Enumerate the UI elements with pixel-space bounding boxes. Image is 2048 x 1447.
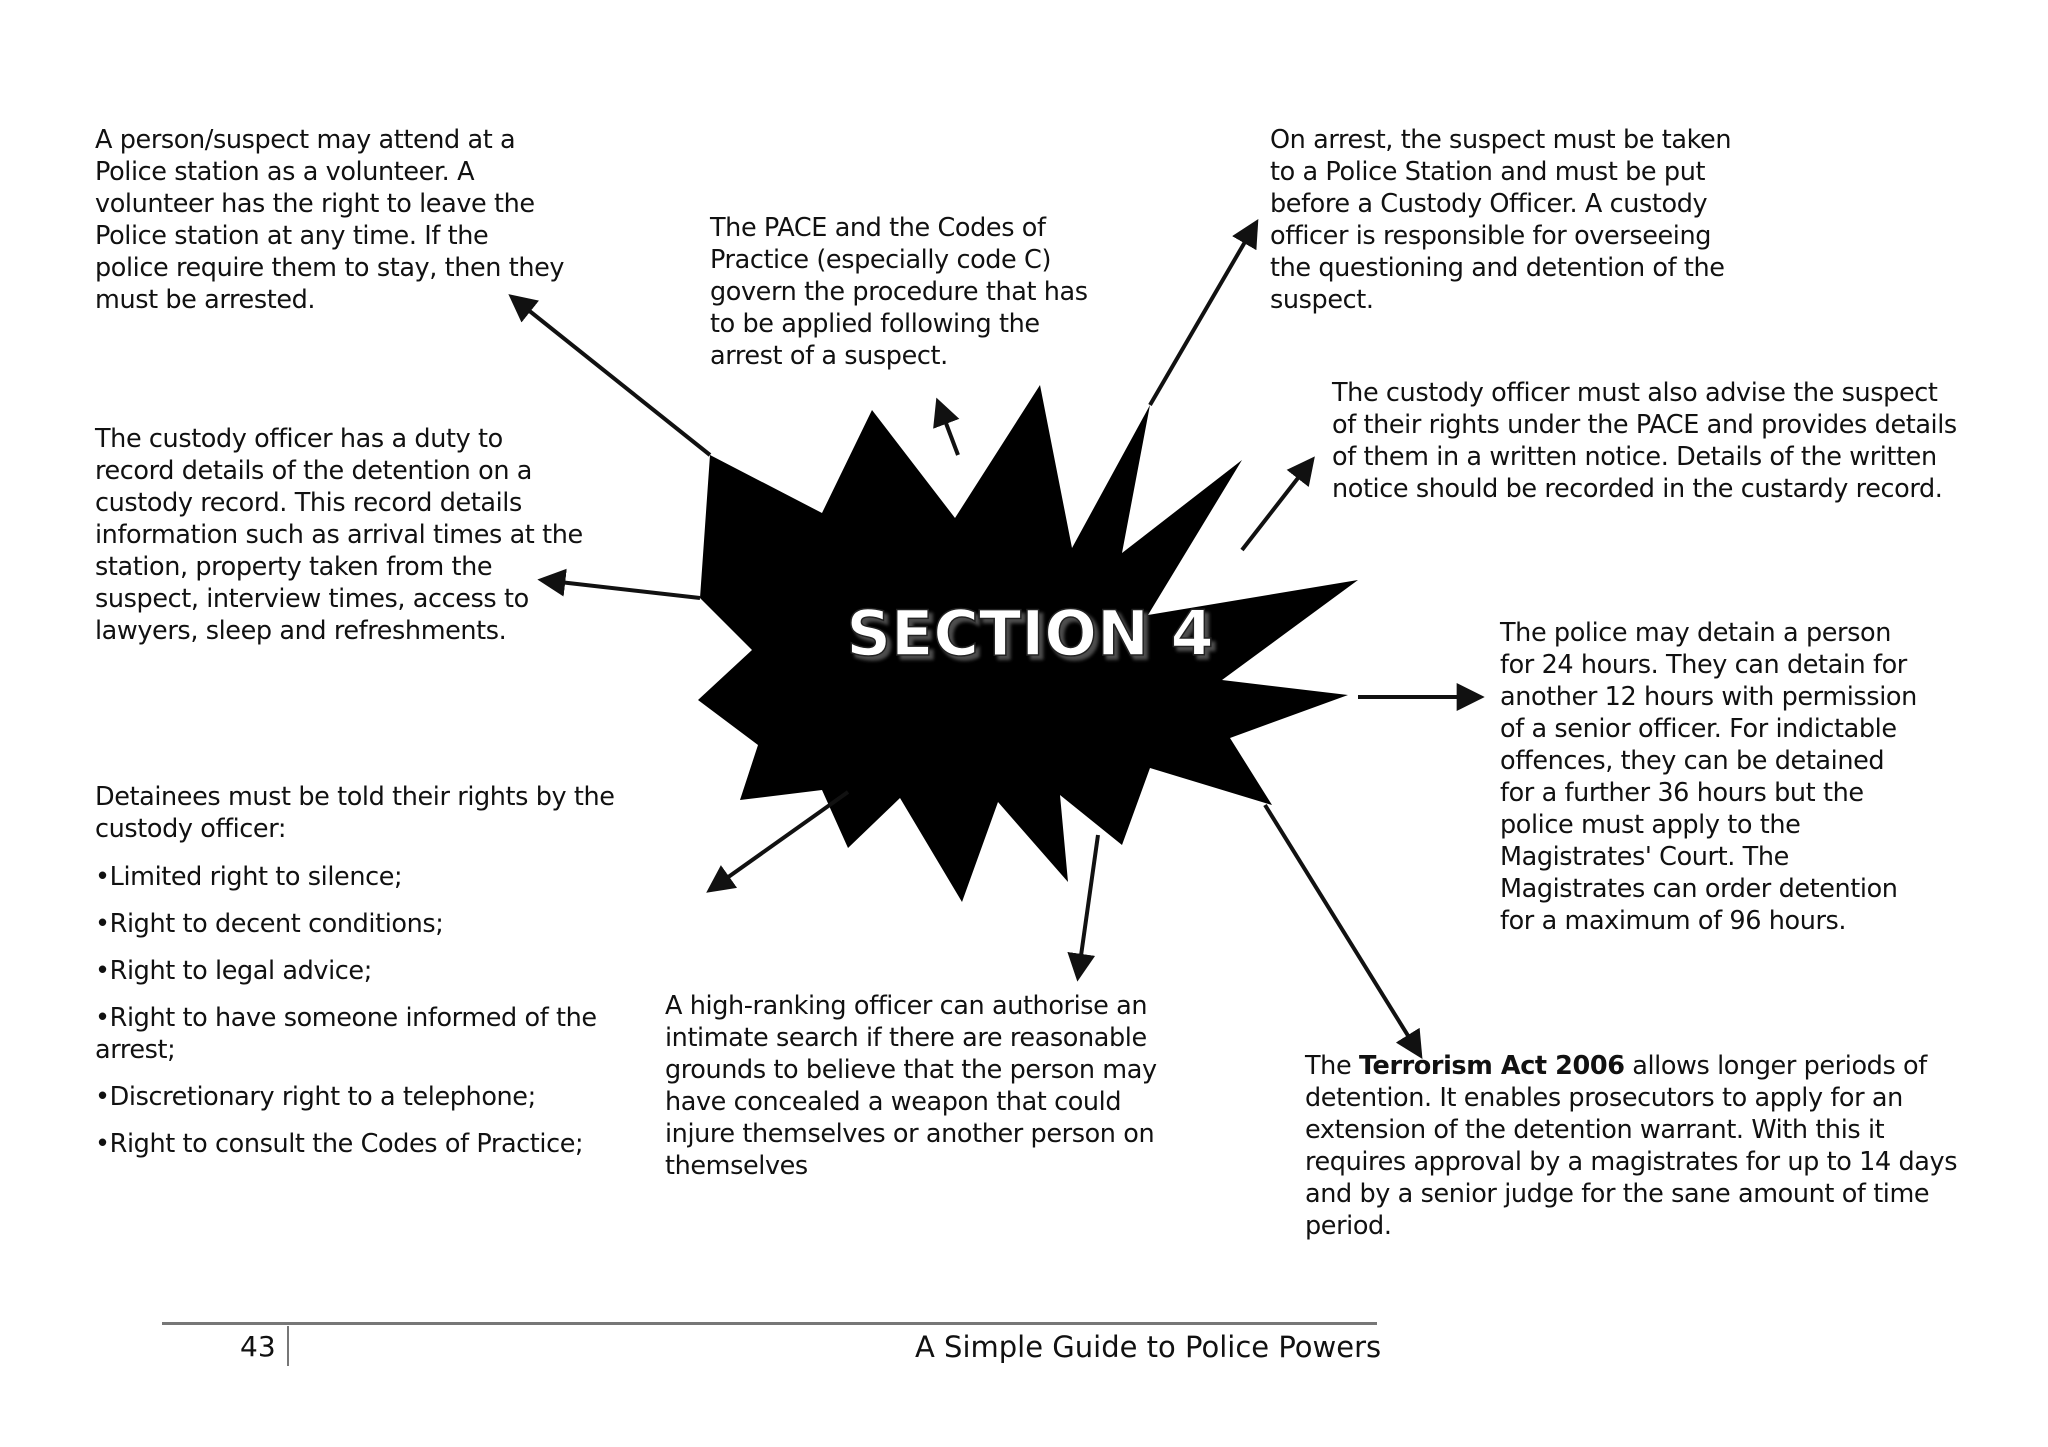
volunteer-note: A person/suspect may attend at a Police station as a volunteer. A volunteer has the right to leave the Police station at any time. If the police require them to stay, then they must be arrested. <box>95 125 565 315</box>
terrorism-prefix: The <box>1305 1051 1359 1081</box>
terrorism-act-name: Terrorism Act 2006 <box>1358 1051 1625 1081</box>
arrow-to-rights-notice-note <box>1242 460 1312 550</box>
pace-note: The PACE and the Codes of Practice (especially code C) govern the procedure that has to be applied following the arrest of a suspect. <box>710 213 1088 371</box>
rights-intro: Detainees must be told their rights by the custody officer: <box>95 782 615 844</box>
section-title: SECTION 4 <box>846 597 1214 670</box>
footer-page-separator <box>287 1326 289 1366</box>
arrow-to-rights-list <box>710 792 848 890</box>
arrow-to-arrest-note <box>1150 223 1256 405</box>
list-item: • Right to decent conditions; <box>95 908 597 940</box>
footer-title: A Simple Guide to Police Powers <box>915 1330 1382 1364</box>
list-item: • Right to have someone informed of the arrest; <box>95 1002 597 1066</box>
arrest-note: On arrest, the suspect must be taken to a Police Station and must be put before a Custody Officer. A custody officer is responsible for overseeing the questioning and detention of the suspect. <box>1270 125 1732 315</box>
custody-record-note: The custody officer has a duty to record details of the detention on a custody record. This record details information such as arrival times at the station, property taken from the suspect, interview times, access to lawyers, sleep and refreshments. <box>95 424 583 646</box>
list-item: • Right to consult the Codes of Practice; <box>95 1128 597 1160</box>
list-item: • Right to legal advice; <box>95 955 597 987</box>
intimate-search-note: A high-ranking officer can authorise an intimate search if there are reasonable grounds to believe that the person may have concealed a weapon that could injure themselves or another person on themselves <box>665 991 1157 1181</box>
rights-list <box>95 861 597 1175</box>
footer-divider <box>162 1322 1377 1325</box>
detention-hours-note: The police may detain a person for 24 hours. They can detain for another 12 hours with permission of a senior officer. For indictable offences, they can be detained for a further 36 hours but the police must apply to the Magistrates' Court. The Magistrates can order detention for a maximum of 96 hours. <box>1500 618 1917 936</box>
arrow-to-intimate-search-note <box>1078 835 1098 977</box>
terrorism-text: allows longer periods of detention. It enables prosecutors to apply for an extension of the detention warrant. With this it requires approval by a magistrates for up to 14 days and by a senior judge for the sane amount of time period. <box>1305 1051 1958 1241</box>
terrorism-note <box>1305 1050 1957 1242</box>
list-item: • Discretionary right to a telephone; <box>95 1081 597 1113</box>
list-item: • Limited right to silence; <box>95 861 597 893</box>
arrow-to-pace-note <box>938 402 958 455</box>
rights-notice-note: The custody officer must also advise the suspect of their rights under the PACE and provides details of them in a written notice. Details of the written notice should be recorded in the custardy record. <box>1332 378 1957 504</box>
arrow-to-terrorism-note <box>1265 805 1420 1055</box>
page-number: 43 <box>240 1330 276 1363</box>
